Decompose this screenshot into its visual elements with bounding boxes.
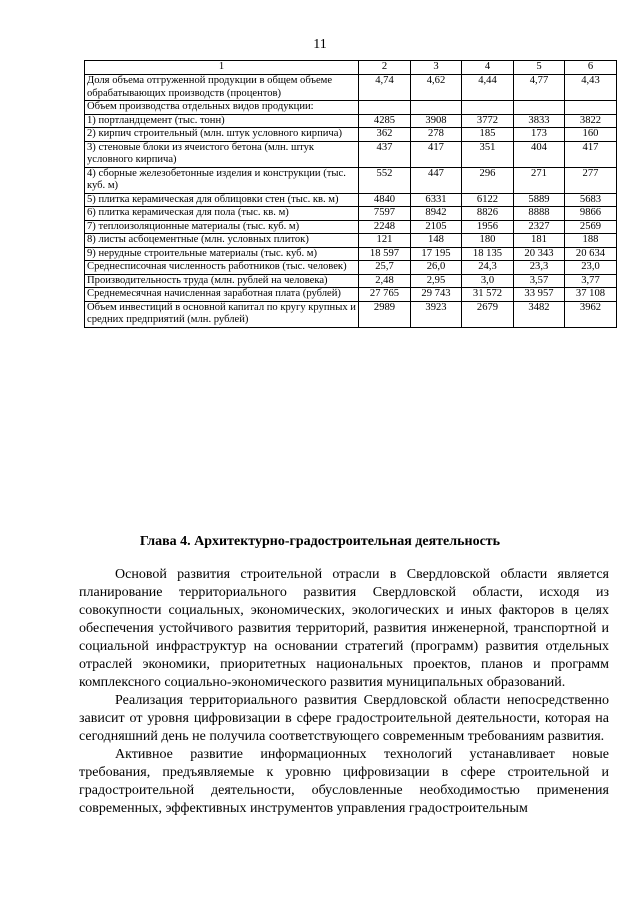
column-header: 4 bbox=[462, 61, 514, 75]
table-row bbox=[85, 261, 617, 275]
value-cell: 8942 bbox=[411, 207, 462, 221]
table-row bbox=[85, 220, 617, 234]
value-cell: 25,7 bbox=[359, 261, 411, 275]
value-cell: 4285 bbox=[359, 114, 411, 128]
value-cell: 188 bbox=[565, 234, 617, 248]
row-label: Производительность труда (млн. рублей на человека) bbox=[85, 274, 359, 288]
value-cell: 3,57 bbox=[514, 274, 565, 288]
value-cell: 6331 bbox=[411, 193, 462, 207]
value-cell: 17 195 bbox=[411, 247, 462, 261]
value-cell: 404 bbox=[514, 141, 565, 167]
value-cell: 8888 bbox=[514, 207, 565, 221]
value-cell: 3,0 bbox=[462, 274, 514, 288]
column-header: 6 bbox=[565, 61, 617, 75]
value-cell bbox=[411, 101, 462, 115]
value-cell: 351 bbox=[462, 141, 514, 167]
value-cell: 9866 bbox=[565, 207, 617, 221]
value-cell: 3482 bbox=[514, 301, 565, 327]
value-cell: 181 bbox=[514, 234, 565, 248]
value-cell: 27 765 bbox=[359, 288, 411, 302]
value-cell: 552 bbox=[359, 167, 411, 193]
value-cell: 4,44 bbox=[462, 75, 514, 101]
table-row bbox=[85, 114, 617, 128]
table-header-row bbox=[85, 61, 617, 75]
page-number: 11 bbox=[313, 37, 327, 52]
row-label: 1) портландцемент (тыс. тонн) bbox=[85, 114, 359, 128]
value-cell: 173 bbox=[514, 128, 565, 142]
value-cell: 4,62 bbox=[411, 75, 462, 101]
value-cell: 37 108 bbox=[565, 288, 617, 302]
row-label: Доля объема отгруженной продукции в общем объеме обрабатывающих производств (процентов) bbox=[85, 75, 359, 101]
value-cell: 180 bbox=[462, 234, 514, 248]
value-cell: 2569 bbox=[565, 220, 617, 234]
row-label: Среднесписочная численность работников (тыс. человек) bbox=[85, 261, 359, 275]
table-row bbox=[85, 167, 617, 193]
value-cell bbox=[462, 101, 514, 115]
value-cell: 3923 bbox=[411, 301, 462, 327]
value-cell: 2,48 bbox=[359, 274, 411, 288]
value-cell: 296 bbox=[462, 167, 514, 193]
column-header: 1 bbox=[85, 61, 359, 75]
table-row bbox=[85, 274, 617, 288]
table-row bbox=[85, 141, 617, 167]
column-header: 5 bbox=[514, 61, 565, 75]
value-cell: 447 bbox=[411, 167, 462, 193]
value-cell: 6122 bbox=[462, 193, 514, 207]
table-row bbox=[85, 247, 617, 261]
table-row bbox=[85, 234, 617, 248]
value-cell: 417 bbox=[565, 141, 617, 167]
value-cell: 4,43 bbox=[565, 75, 617, 101]
table-row bbox=[85, 301, 617, 327]
value-cell: 3833 bbox=[514, 114, 565, 128]
value-cell: 31 572 bbox=[462, 288, 514, 302]
chapter-title: Глава 4. Архитектурно-градостроительная деятельность bbox=[139, 534, 501, 549]
paragraph: Основой развития строительной отрасли в Свердловской области является планирование территориального развития Свердловской области, исходя из совокупности социальных, экономических, экологических и иных факторов в целях обеспечения устойчивого развития территорий, развития инженерной, транспортной и социальной инфраструктур на основании стратегий (программ) развития отдельных отраслей экономики, приоритетных национальных проектов, планов и программ комплексного социально-экономического развития муниципальных образований. bbox=[79, 567, 609, 690]
value-cell: 185 bbox=[462, 128, 514, 142]
value-cell: 2327 bbox=[514, 220, 565, 234]
value-cell: 24,3 bbox=[462, 261, 514, 275]
value-cell: 148 bbox=[411, 234, 462, 248]
value-cell: 8826 bbox=[462, 207, 514, 221]
row-label: Объем инвестиций в основной капитал по кругу крупных и средних предприятий (млн. рублей) bbox=[85, 301, 359, 327]
value-cell: 5683 bbox=[565, 193, 617, 207]
value-cell: 3822 bbox=[565, 114, 617, 128]
value-cell: 3962 bbox=[565, 301, 617, 327]
row-label: 9) нерудные строительные материалы (тыс. куб. м) bbox=[85, 247, 359, 261]
value-cell bbox=[565, 101, 617, 115]
value-cell: 3772 bbox=[462, 114, 514, 128]
value-cell: 4,74 bbox=[359, 75, 411, 101]
value-cell: 18 135 bbox=[462, 247, 514, 261]
value-cell bbox=[359, 101, 411, 115]
value-cell: 18 597 bbox=[359, 247, 411, 261]
value-cell: 5889 bbox=[514, 193, 565, 207]
value-cell: 4,77 bbox=[514, 75, 565, 101]
value-cell: 3,77 bbox=[565, 274, 617, 288]
value-cell: 7597 bbox=[359, 207, 411, 221]
table-row bbox=[85, 207, 617, 221]
row-label: 8) листы асбоцементные (млн. условных плиток) bbox=[85, 234, 359, 248]
value-cell: 20 343 bbox=[514, 247, 565, 261]
value-cell: 33 957 bbox=[514, 288, 565, 302]
value-cell: 2248 bbox=[359, 220, 411, 234]
table-row bbox=[85, 288, 617, 302]
table-row bbox=[85, 193, 617, 207]
body-text bbox=[79, 566, 609, 818]
paragraph: Активное развитие информационных технологий устанавливает новые требования, предъявляемые к уровню цифровизации в сфере строительной и градостроительной деятельности, обусловленные необходимостью применения современных, эффективных инструментов управления градостроительным bbox=[79, 747, 609, 816]
row-label: Объем производства отдельных видов продукции: bbox=[85, 101, 359, 115]
row-label: 4) сборные железобетонные изделия и конструкции (тыс. куб. м) bbox=[85, 167, 359, 193]
value-cell: 2105 bbox=[411, 220, 462, 234]
table-row bbox=[85, 101, 617, 115]
column-header: 3 bbox=[411, 61, 462, 75]
value-cell: 417 bbox=[411, 141, 462, 167]
value-cell: 121 bbox=[359, 234, 411, 248]
value-cell bbox=[514, 101, 565, 115]
value-cell: 4840 bbox=[359, 193, 411, 207]
table-row bbox=[85, 75, 617, 101]
value-cell: 23,3 bbox=[514, 261, 565, 275]
row-label: 6) плитка керамическая для пола (тыс. кв. м) bbox=[85, 207, 359, 221]
value-cell: 2,95 bbox=[411, 274, 462, 288]
value-cell: 23,0 bbox=[565, 261, 617, 275]
row-label: 5) плитка керамическая для облицовки стен (тыс. кв. м) bbox=[85, 193, 359, 207]
column-header: 2 bbox=[359, 61, 411, 75]
value-cell: 2989 bbox=[359, 301, 411, 327]
value-cell: 20 634 bbox=[565, 247, 617, 261]
value-cell: 437 bbox=[359, 141, 411, 167]
row-label: Среднемесячная начисленная заработная плата (рублей) bbox=[85, 288, 359, 302]
value-cell: 3908 bbox=[411, 114, 462, 128]
statistics-table bbox=[84, 60, 617, 328]
value-cell: 2679 bbox=[462, 301, 514, 327]
value-cell: 26,0 bbox=[411, 261, 462, 275]
paragraph: Реализация территориального развития Свердловской области непосредственно зависит от уровня цифровизации в сфере градостроительной деятельности, которая на сегодняшний день не получила соответствующего современным требованиям развития. bbox=[79, 693, 609, 744]
table-row bbox=[85, 128, 617, 142]
value-cell: 1956 bbox=[462, 220, 514, 234]
row-label: 7) теплоизоляционные материалы (тыс. куб. м) bbox=[85, 220, 359, 234]
value-cell: 271 bbox=[514, 167, 565, 193]
row-label: 2) кирпич строительный (млн. штук условного кирпича) bbox=[85, 128, 359, 142]
value-cell: 160 bbox=[565, 128, 617, 142]
value-cell: 277 bbox=[565, 167, 617, 193]
value-cell: 29 743 bbox=[411, 288, 462, 302]
value-cell: 278 bbox=[411, 128, 462, 142]
row-label: 3) стеновые блоки из ячеистого бетона (млн. штук условного кирпича) bbox=[85, 141, 359, 167]
value-cell: 362 bbox=[359, 128, 411, 142]
